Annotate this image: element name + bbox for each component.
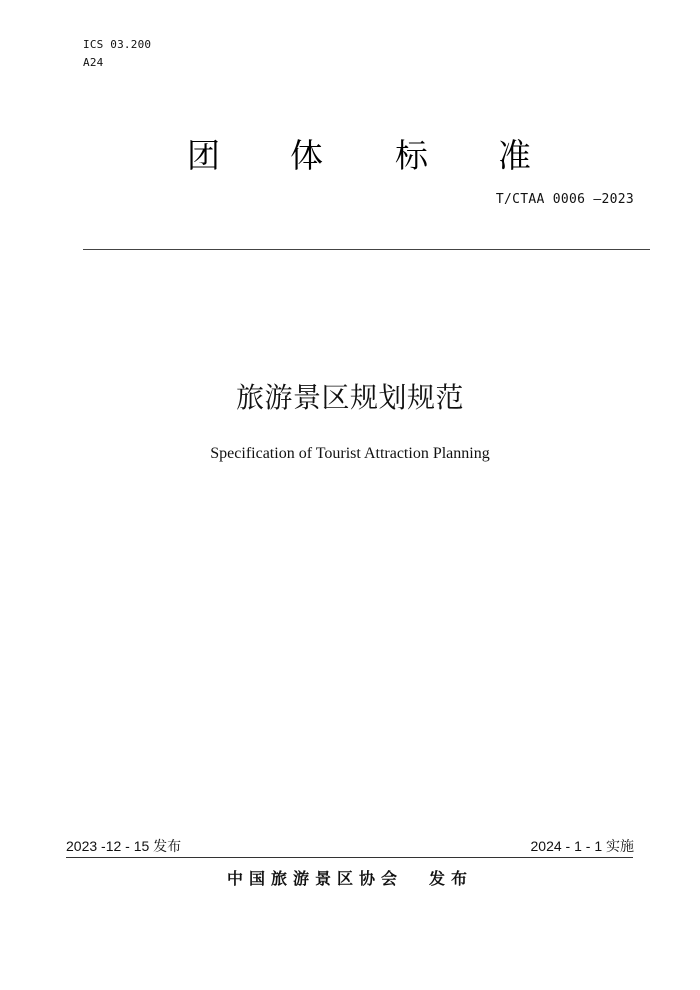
publisher-organization: 中国旅游景区协会 <box>226 869 403 888</box>
doc-type-char-2: 体 <box>290 136 323 175</box>
issue-date: 2023 -12 - 15 发布 <box>66 838 182 854</box>
document-type-heading <box>185 132 565 182</box>
footer-divider <box>66 857 633 858</box>
header-divider <box>83 249 650 250</box>
publisher-action: 发布 <box>429 869 474 888</box>
title-chinese: 旅游景区规划规范 <box>235 381 464 414</box>
ccs-code: A24 <box>83 56 104 69</box>
title-english: Specification of Tourist Attraction Planning <box>210 445 490 462</box>
ics-code: ICS 03.200 <box>83 38 152 51</box>
standard-number: T/CTAA 0006 —2023 <box>495 192 634 207</box>
doc-type-char-4: 准 <box>498 136 531 175</box>
publisher-line <box>0 866 700 892</box>
classification-block <box>83 36 151 72</box>
effective-date: 2024 - 1 - 1 实施 <box>530 838 634 854</box>
doc-type-char-1: 团 <box>187 136 220 175</box>
doc-type-char-3: 标 <box>395 136 428 175</box>
